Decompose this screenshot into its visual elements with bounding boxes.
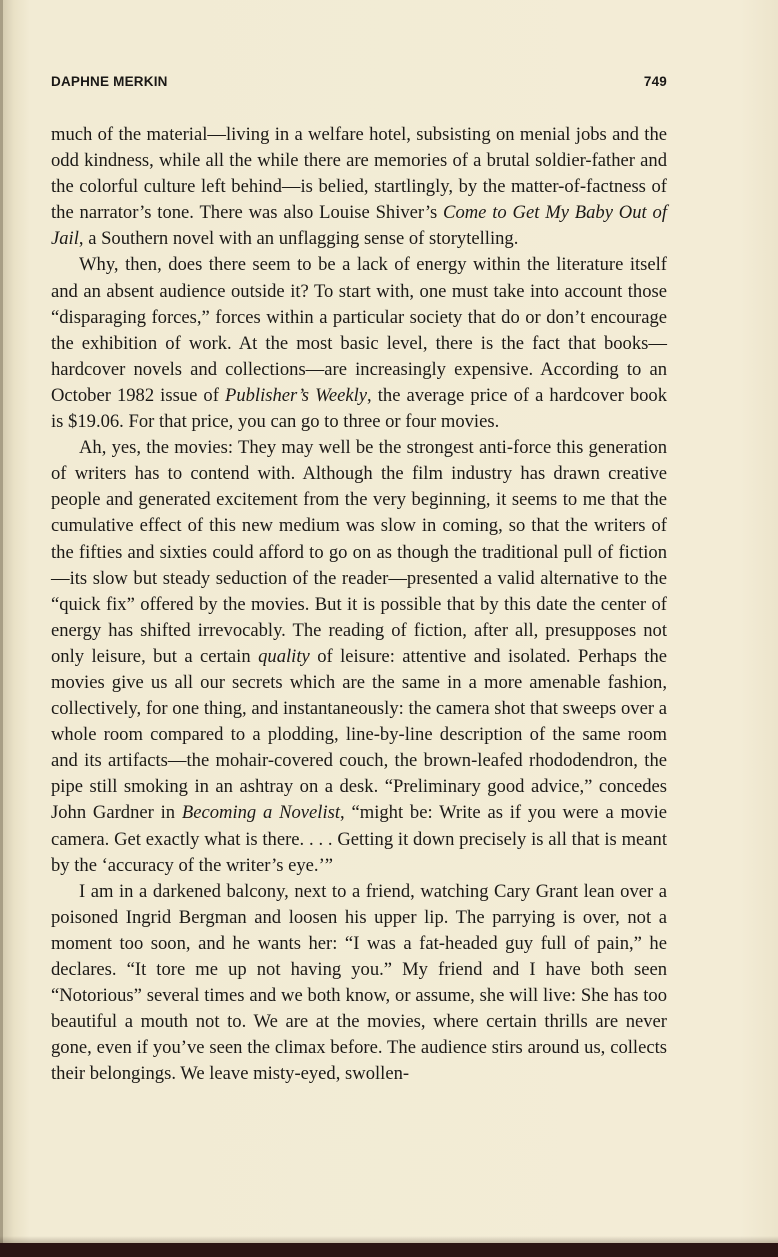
page-bottom-shadow [0, 1236, 778, 1243]
italic-title: Becoming a Novelist [181, 802, 341, 824]
paragraph-3 [51, 435, 667, 879]
text-run: of leisure: attentive and isolated. Perhaps the movies give us all our secrets which are the same in a more amenable fashion, collectively, for one thing, and instantaneously: the camera shot that sweeps over a whole room compared to a plodding, line-by-line description of the same room and its artifacts—the mohair-covered couch, the brown-leafed rhododendron, the pipe still smoking in an ashtray on a desk. “Preliminary good advice,” concedes John Gardner in [51, 645, 668, 824]
running-head-author: DAPHNE MERKIN [51, 74, 168, 89]
paragraph-4 [51, 879, 667, 1088]
binding-gutter [0, 0, 3, 1257]
italic-title: Come to Get My Baby Out of Jail [51, 202, 667, 250]
running-head [51, 74, 667, 94]
text-run: , “might be: Write as if you were a movie camera. Get exactly what is there. . . . Getting it down precisely is all that is meant by the ‘accuracy of the writer’s eye.’” [51, 802, 667, 876]
text-run: much of the material—living in a welfare hotel, subsisting on menial jobs and the odd kindness, while all the while there are memories of a brutal soldier-father and the colorful culture left behind—is belied, startlingly, by the matter-of-factness of the narrator’s tone. There was also Louise Shiver’s [51, 124, 667, 224]
paragraph-1 [51, 122, 667, 252]
text-run: , the average price of a hardcover book is $19.06. For that price, you can go to three or four movies. [51, 384, 668, 433]
text-run: , a Southern novel with an unflagging sense of storytelling. [78, 228, 519, 250]
page-number: 749 [643, 74, 667, 89]
paragraph-2 [51, 252, 667, 435]
text-run: I am in a darkened balcony, next to a friend, watching Cary Grant lean over a poisoned Ingrid Bergman and loosen his upper lip. The parrying is over, not a moment too soon, and he wants her: “I was a fat-headed guy full of pain,” he declares. “It tore me up not having you.” My friend and I have both seen “Notorious” several times and we both know, or assume, she will live: She has too beautiful a mouth not to. We are at the movies, where certain thrills are never gone, even if you’ve seen the climax before. The audience stirs around us, collects their belongings. We leave misty-eyed, swollen- [51, 880, 667, 1085]
text-run: Ah, yes, the movies: They may well be the strongest anti-force this generation of writers has to contend with. Although the film industry has drawn creative people and generated excitement from the very beginning, it seems to me that the cumulative effect of this new medium was slow in coming, so that the writers of the fifties and sixties could afford to go on as though the traditional pull of fiction—its slow but steady seduction of the reader—presented a valid alternative to the “quick fix” offered by the movies. But it is possible that by this date the center of energy has shifted irrevocably. The reading of fiction, after all, presupposes not only leisure, but a certain [51, 437, 667, 667]
page-bottom-edge [0, 1243, 778, 1257]
body-text [51, 122, 667, 1087]
text-run: Why, then, does there seem to be a lack of energy within the literature itself and an absent audience outside it? To start with, one must take into account those “disparaging forces,” forces within a particular society that do or don’t encourage the exhibition of work. At the most basic level, there is the fact that books—hardcover novels and collections—are increasingly expensive. According to an October 1982 issue of [51, 254, 667, 406]
italic-title: quality [258, 645, 310, 667]
italic-title: Publisher’s Weekly [224, 384, 368, 406]
